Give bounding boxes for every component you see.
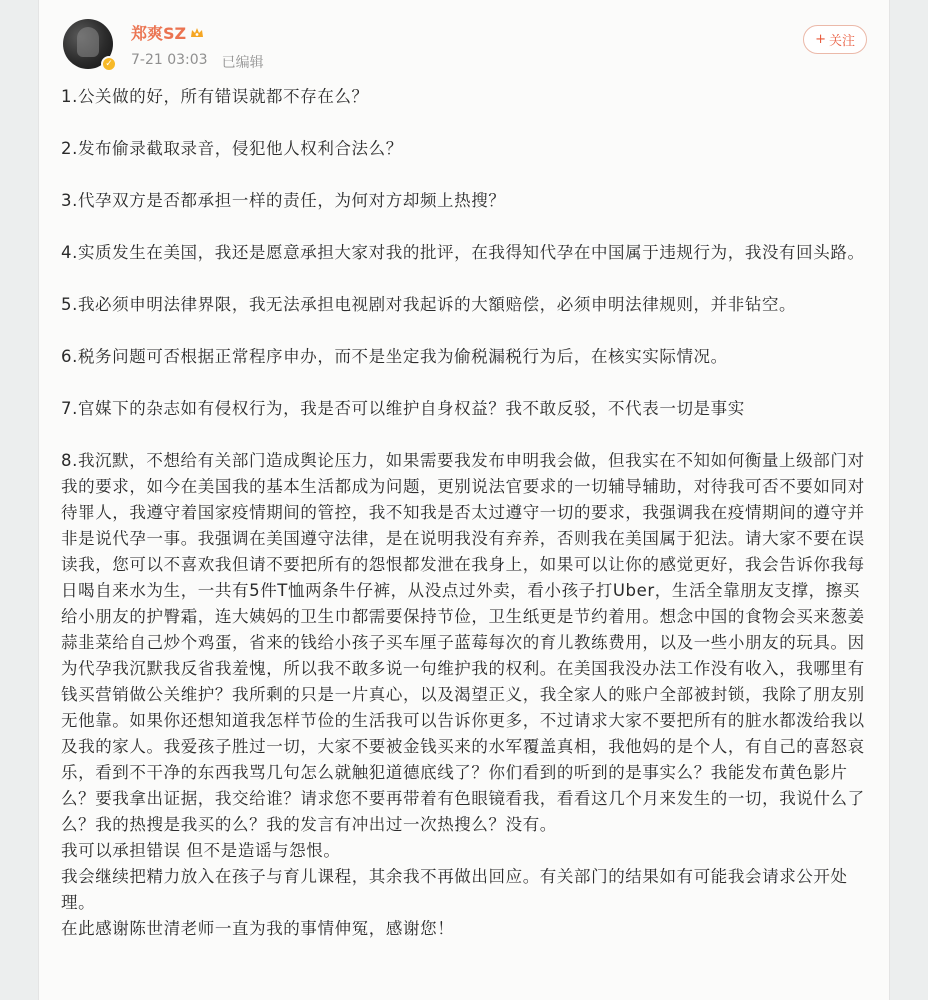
follow-button[interactable] bbox=[803, 25, 867, 54]
closing-line: 我可以承担错误 但不是造谣与怨恨。 bbox=[61, 841, 341, 860]
follow-label: 关注 bbox=[828, 34, 855, 49]
avatar-figure bbox=[77, 27, 99, 57]
plus-icon: + bbox=[815, 32, 826, 47]
content-paragraph: 6.税务问题可否根据正常程序申办，而不是坐定我为偷税漏税行为后，在核实实际情况。 bbox=[61, 347, 728, 366]
post-timestamp[interactable]: 7-21 03:03 bbox=[131, 52, 208, 68]
crown-icon bbox=[190, 26, 204, 40]
closing-line: 在此感谢陈世清老师一直为我的事情伸冤，感谢您！ bbox=[61, 919, 455, 938]
post-meta bbox=[131, 52, 264, 72]
content-paragraph: 2.发布偷录截取录音，侵犯他人权利合法么？ bbox=[61, 139, 403, 158]
content-paragraph: 5.我必须申明法律界限，我无法承担电视剧对我起诉的大額赔偿，必须申明法律规则，并非钻空。 bbox=[61, 295, 797, 314]
author-row bbox=[131, 21, 204, 44]
verified-badge-icon: ✓ bbox=[101, 56, 117, 72]
edited-label[interactable]: 已编辑 bbox=[221, 55, 264, 71]
author-name[interactable]: 郑爽SZ bbox=[131, 24, 187, 43]
post-content bbox=[61, 84, 871, 942]
weibo-post-card bbox=[38, 0, 890, 1000]
content-paragraph: 8.我沉默，不想给有关部门造成舆论压力，如果需要我发布申明我会做，但我实在不知如何衡量上级部门对我的要求，如今在美国我的基本生活都成为问题，更别说法官要求的一切辅导辅助，对待我可否不要如同对待罪人，我遵守着国家疫情期间的管控，我不知我是否太过遵守一切的要求，我强调我在疫情期间的遵守并非是说代孕一事。我强调在美国遵守法律，是在说明我没有弃养，否则我在美国属于犯法。请大家不要在误读我，您可以不喜欢我但请不要把所有的怨恨都发泄在我身上，如果可以让你的感觉更好，我会告诉你我每日喝自来水为生，一共有5件T恤两条牛仔裤，从没点过外卖，看小孩子打Uber，生活全靠朋友支撑，擦买给小朋友的护臀霜，连大姨妈的卫生巾都需要保持节俭，卫生纸更是节约着用。想念中国的食物会买来葱姜蒜韭菜给自己炒个鸡蛋，省来的钱给小孩子买车厘子蓝莓每次的育儿教练费用，以及一些小朋友的玩具。因为代孕我沉默我反省我羞愧，所以我不敢多说一句维护我的权利。在美国我没办法工作没有收入，我哪里有钱买营销做公关维护？我所剩的只是一片真心，以及渴望正义，我全家人的账户全部被封锁，我除了朋友别无他靠。如果你还想知道我怎样节俭的生活我可以告诉你更多，不过请求大家不要把所有的脏水都泼给我以及我的家人。我爱孩子胜过一切，大家不要被金钱买来的水军覆盖真相，我他妈的是个人，有自己的喜怒哀乐，看到不干净的东西我骂几句怎么就触犯道德底线了？你们看到的听到的是事实么？我能发布黄色影片么？要我拿出证据，我交给谁？请求您不要再带着有色眼镜看我，看看这几个月来发生的一切，我说什么了么？我的热搜是我买的么？我的发言有冲出过一次热搜么？没有。 bbox=[61, 451, 865, 834]
closing-line: 我会继续把精力放入在孩子与育儿课程，其余我不再做出回应。有关部门的结果如有可能我会请求公开处理。 bbox=[61, 867, 848, 912]
content-paragraph: 4.实质发生在美国，我还是愿意承担大家对我的批评，在我得知代孕在中国属于违规行为，我没有回头路。 bbox=[61, 243, 865, 262]
content-paragraph: 1.公关做的好，所有错误就都不存在么？ bbox=[61, 87, 369, 106]
content-paragraph: 7.官媒下的杂志如有侵权行为，我是否可以维护自身权益？我不敢反驳，不代表一切是事实 bbox=[61, 399, 745, 418]
content-paragraph: 3.代孕双方是否都承担一样的责任，为何对方却频上热搜？ bbox=[61, 191, 506, 210]
